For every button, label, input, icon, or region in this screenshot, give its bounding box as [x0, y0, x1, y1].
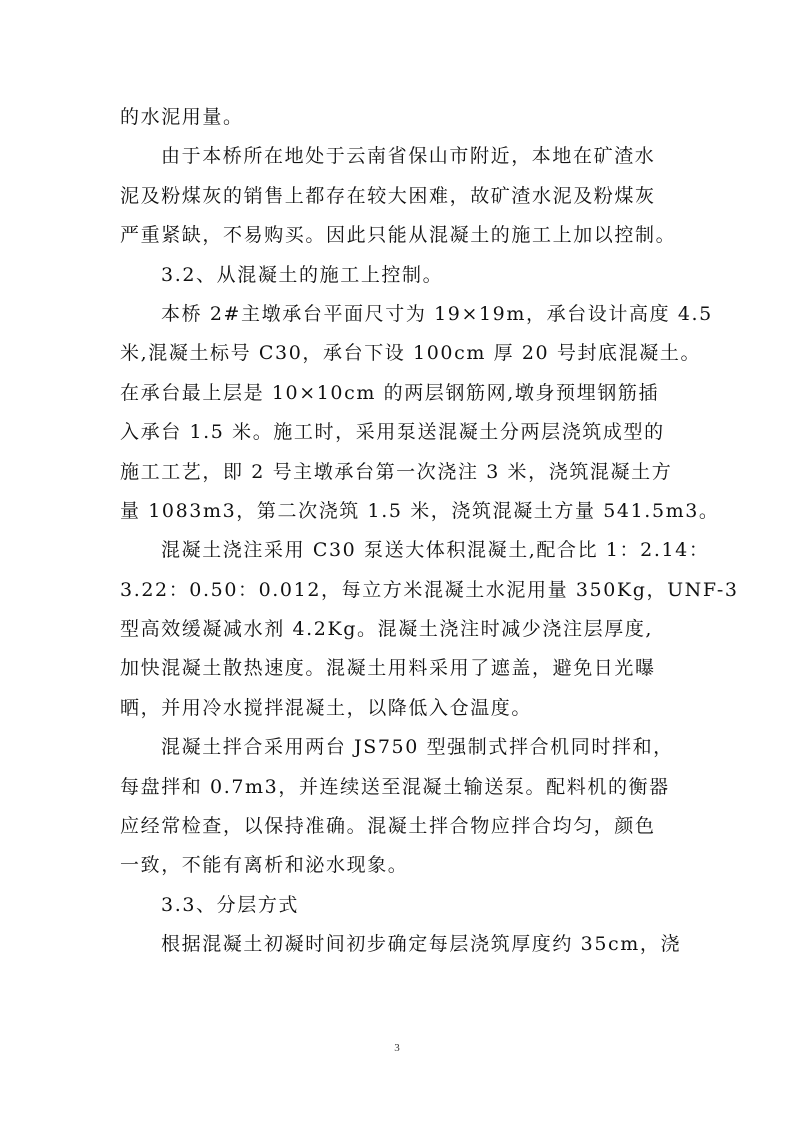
- text-line: 量 1083m3，第二次浇筑 1.5 米，浇筑混凝土方量 541.5m3。: [120, 499, 720, 522]
- text-line: 每盘拌和 0.7m3，并连续送至混凝土输送泵。配料机的衡器: [120, 775, 670, 798]
- section-heading: 3.3、分层方式: [161, 893, 300, 916]
- text-line: 应经常检查，以保持准确。混凝土拌合物应拌合均匀，颜色: [120, 815, 656, 838]
- text-line: 在承台最上层是 10×10cm 的两层钢筋网,墩身预埋钢筋插: [120, 381, 660, 404]
- text-line: 施工工艺，即 2 号主墩承台第一次浇注 3 米，浇筑混凝土方: [120, 460, 673, 483]
- body-text: [120, 98, 739, 965]
- text-line: 晒，并用冷水搅拌混凝土，以降低入仓温度。: [120, 696, 533, 719]
- text-line: 混凝土浇注采用 C30 泵送大体积混凝土,配合比 1：2.14：: [161, 539, 710, 562]
- section-heading: 3.2、从混凝土的施工上控制。: [161, 263, 444, 286]
- text-line: 混凝土拌合采用两台 JS750 型强制式拌合机同时拌和，: [161, 736, 674, 759]
- page-number: 3: [394, 1042, 400, 1054]
- text-line: 一致，不能有离析和泌水现象。: [120, 854, 409, 877]
- text-line: 型高效缓凝减水剂 4.2Kg。混凝土浇注时减少浇注层厚度,: [120, 618, 654, 641]
- text-line: 根据混凝土初凝时间初步确定每层浇筑厚度约 35cm，浇: [161, 933, 682, 956]
- text-line: 加快混凝土散热速度。混凝土用料采用了遮盖，避免日光曝: [120, 657, 656, 680]
- text-line: 入承台 1.5 米。施工时，采用泵送混凝土分两层浇筑成型的: [120, 421, 665, 444]
- text-line: 本桥 2#主墩承台平面尺寸为 19×19m，承台设计高度 4.5: [161, 302, 713, 325]
- text-line: 3.22：0.50：0.012，每立方米混凝土水泥用量 350Kg，UNF-3: [120, 578, 739, 601]
- text-line: 泥及粉煤灰的销售上都存在较大困难，故矿渣水泥及粉煤灰: [120, 184, 656, 207]
- text-line: 由于本桥所在地处于云南省保山市附近，本地在矿渣水: [161, 145, 656, 168]
- text-line: 的水泥用量。: [120, 106, 244, 128]
- text-line: 严重紧缺，不易购买。因此只能从混凝土的施工上加以控制。: [120, 224, 677, 247]
- text-line: 米,混凝土标号 C30，承台下设 100cm 厚 20 号封底混凝土。: [120, 342, 702, 365]
